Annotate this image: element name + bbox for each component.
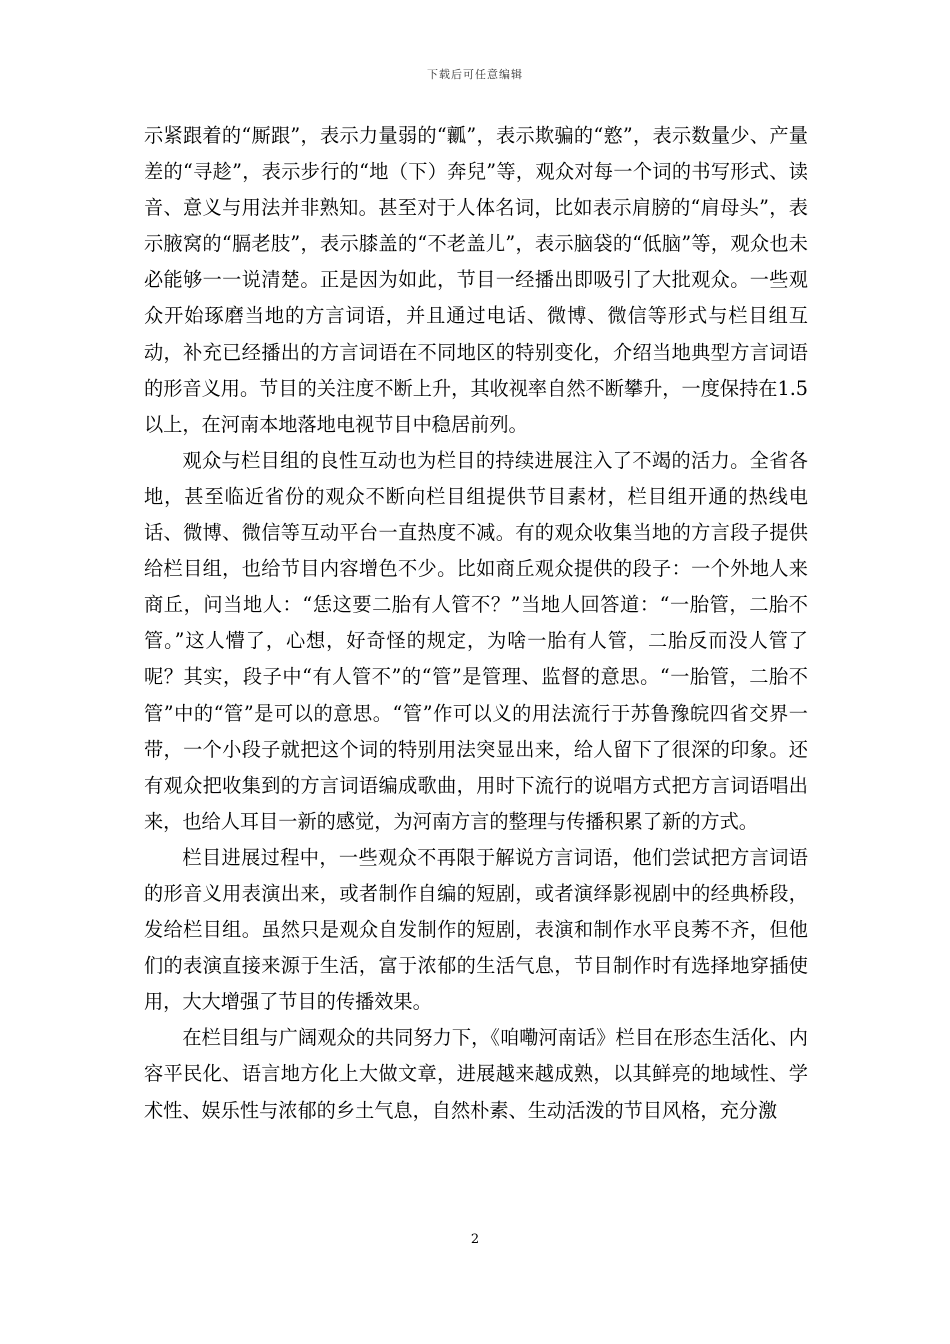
paragraph: 栏目进展过程中，一些观众不再限于解说方言词语，他们尝试把方言词语的形音义用表演出来，或者制作自编的短剧，或者演绎影视剧中的经典桥段，发给栏目组。虽然只是观众自发制作的短剧，表演和制作水平良莠不齐，但他们的表演直接来源于生活，富于浓郁的生活气息，节目制作时有选择地穿插使用，大大增强了节目的传播效果。 (144, 845, 808, 1014)
page-number: 2 (470, 1232, 480, 1247)
paragraph: 在栏目组与广阔观众的共同努力下，《咱嘞河南话》栏目在形态生活化、内容平民化、语言地方化上大做文章，进展越来越成熟，以其鲜亮的地域性、学术性、娱乐性与浓郁的乡土气息，自然朴素、生动活泼的节目风格，充分激 (144, 1026, 808, 1122)
paragraph-continuation: 示紧跟着的“厮跟”，表示力量弱的“瓤”，表示欺骗的“憝”，表示数量少、产量差的“寻趁”，表示步行的“地（下）奔兒”等，观众对每一个词的书写形式、读音、意义与用法并非熟知。甚至对于人体名词，比如表示肩膀的“肩母头”，表示腋窝的“膈老肢”，表示膝盖的“不老盖儿”，表示脑袋的“低脑”等，观众也未必能够一一说清楚。正是因为如此，节目一经播出即吸引了大批观众。一些观众开始琢磨当地的方言词语，并且通过电话、微博、微信等形式与栏目组互动，补充已经播出的方言词语在不同地区的特别变化，介绍当地典型方言词语的形音义用。节目的关注度不断上升，其收视率自然不断攀升，一度保持在1.5以上，在河南本地落地电视节目中稳居前列。 (144, 124, 808, 436)
page-header: 下载后可任意编辑 (427, 68, 523, 81)
body-text (144, 118, 808, 1129)
paragraph: 观众与栏目组的良性互动也为栏目的持续进展注入了不竭的活力。全省各地，甚至临近省份的观众不断向栏目组提供节目素材，栏目组开通的热线电话、微博、微信等互动平台一直热度不减。有的观众收集当地的方言段子提供给栏目组，也给节目内容增色不少。比如商丘观众提供的段子：一个外地人来商丘，问当地人：“恁这要二胎有人管不？”当地人回答道：“一胎管，二胎不管。”这人懵了，心想，好奇怪的规定，为啥一胎有人管，二胎反而没人管了呢？其实，段子中“有人管不”的“管”是管理、监督的意思。“一胎管，二胎不管”中的“管”是可以的意思。“管”作可以义的用法流行于苏鲁豫皖四省交界一带，一个小段子就把这个词的特别用法突显出来，给人留下了很深的印象。还有观众把收集到的方言词语编成歌曲，用时下流行的说唱方式把方言词语唱出来，也给人耳目一新的感觉，为河南方言的整理与传播积累了新的方式。 (144, 448, 808, 833)
